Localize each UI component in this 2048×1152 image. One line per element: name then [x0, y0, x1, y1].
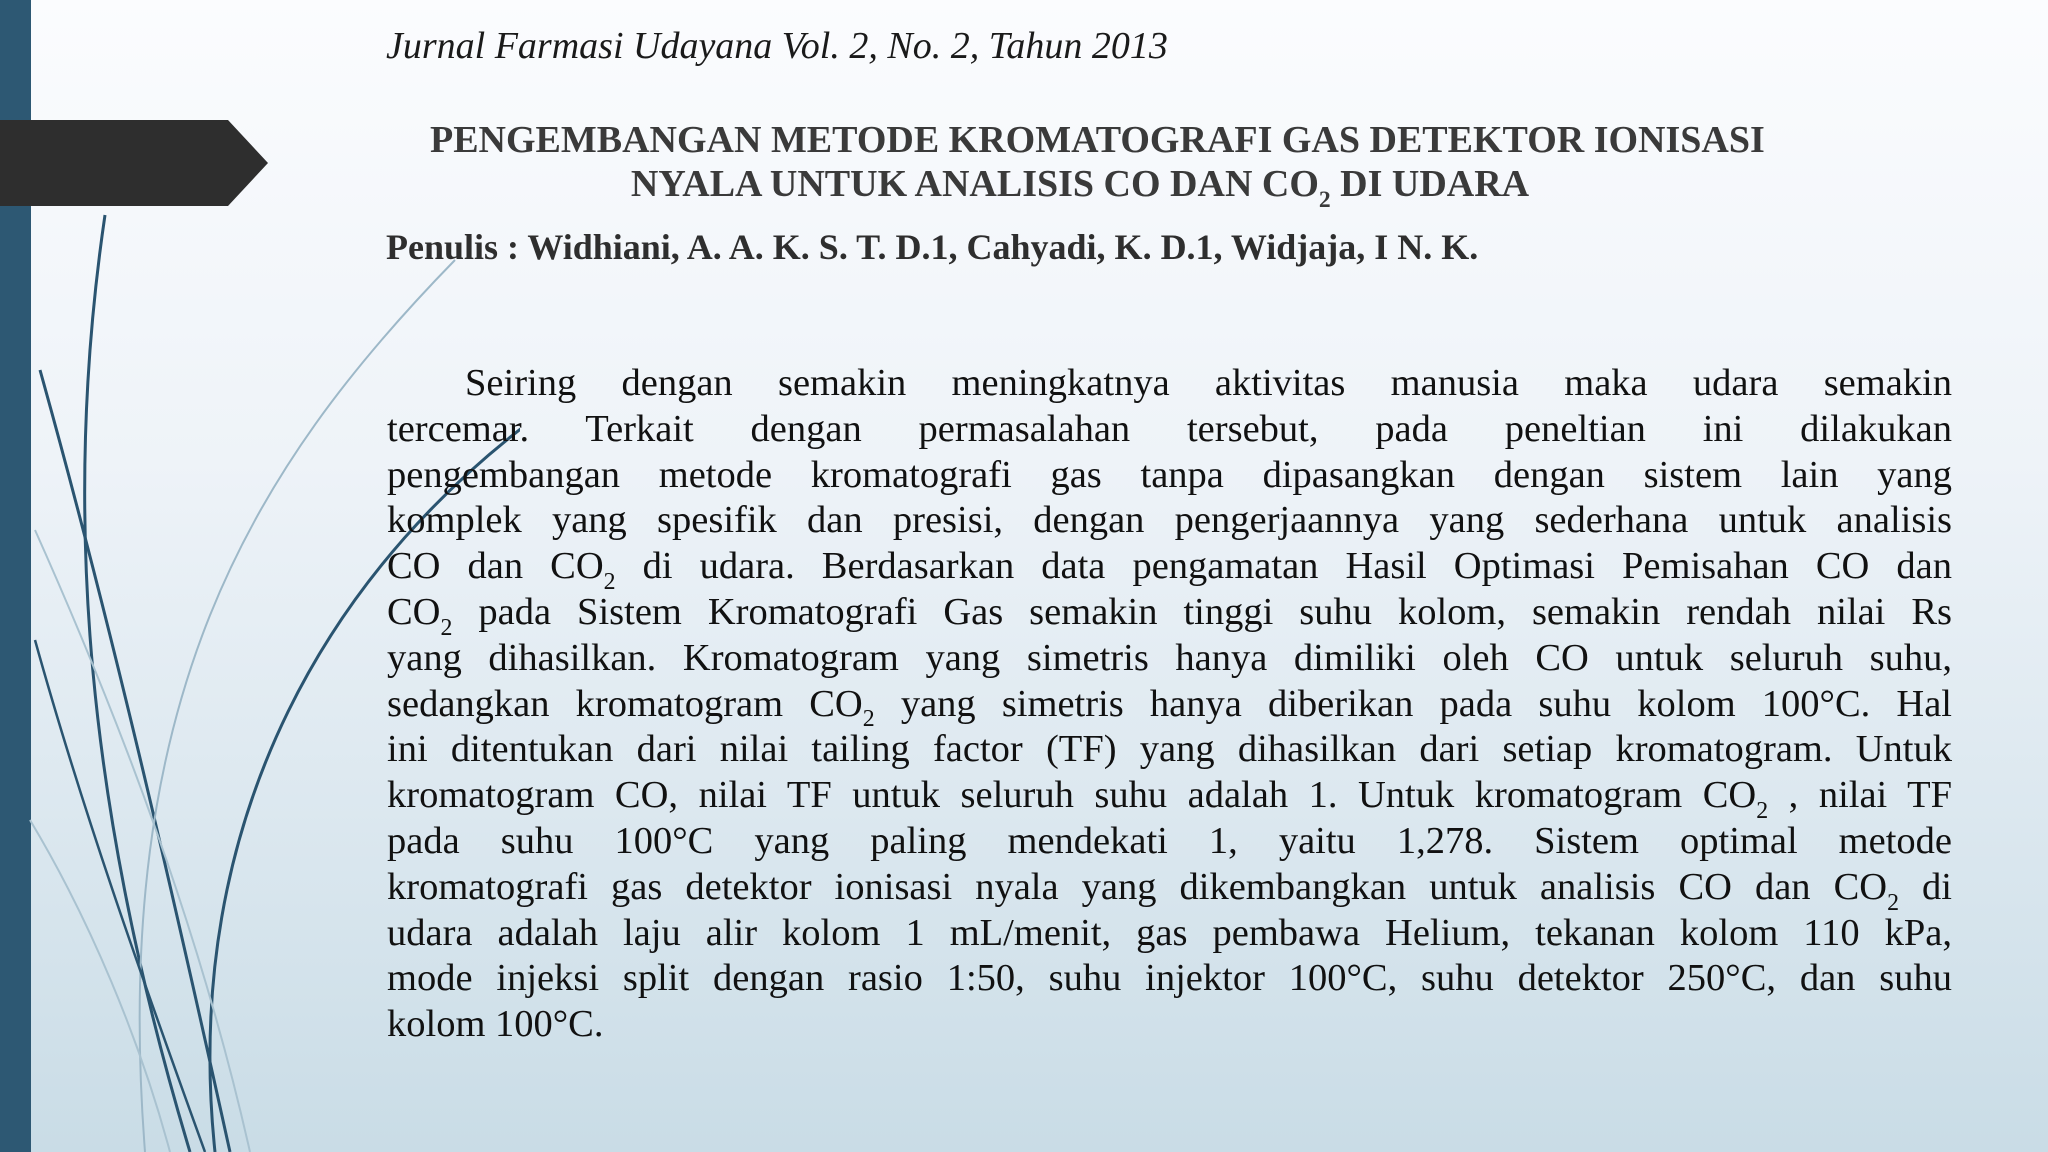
paper-title-line-1: PENGEMBANGAN METODE KROMATOGRAFI GAS DETEKTOR IONISASI	[430, 119, 1765, 161]
abstract-line: ini ditentukan dari nilai tailing factor (TF) yang dihasilkan dari setiap kromatogram. Untuk	[387, 728, 1952, 771]
abstract-line: udara adalah laju alir kolom 1 mL/menit, gas pembawa Helium, tekanan kolom 110 kPa,	[387, 911, 1952, 954]
abstract-line: $CO_2$ pada Sistem Kromatografi Gas semakin tinggi suhu kolom, semakin rendah nilai Rs	[387, 590, 1952, 641]
abstract-line: kolom 100°C.	[387, 1003, 604, 1046]
abstract-paragraph	[387, 361, 1952, 1048]
abstract-line: komplek yang spesifik dan presisi, dengan pengerjaannya yang sederhana untuk analisis	[387, 499, 1952, 542]
abstract-line: kromatografi gas detektor ionisasi nyala yang dikembangkan untuk analisis CO dan $CO_2$ di	[387, 865, 1952, 916]
authors-line: Penulis : Widhiani, A. A. K. S. T. D.1, Cahyadi, K. D.1, Widjaja, I N. K.	[386, 227, 1479, 267]
abstract-line: sedangkan kromatogram $CO_2$ yang simetris hanya diberikan pada suhu kolom 100°C. Hal	[387, 682, 1953, 733]
arrow-tab-shape	[0, 120, 270, 206]
abstract-line: Seiring dengan semakin meningkatnya aktivitas manusia maka udara semakin	[465, 362, 1952, 404]
abstract-line: pada suhu 100°C yang paling mendekati 1, yaitu 1,278. Sistem optimal metode	[387, 819, 1952, 862]
abstract-line: mode injeksi split dengan rasio 1:50, suhu injektor 100°C, suhu detektor 250°C, dan suhu	[387, 957, 1952, 1000]
paper-title-line-2: NYALA UNTUK ANALISIS CO DAN $CO_2$ DI UDARA	[630, 163, 1530, 213]
abstract-line: tercemar. Terkait dengan permasalahan tersebut, pada peneltian ini dilakukan	[387, 407, 1952, 450]
abstract-line: pengembangan metode kromatografi gas tanpa dipasangkan dengan sistem lain yang	[387, 453, 1952, 496]
abstract-line: CO dan $CO_2$ di udara. Berdasarkan data pengamatan Hasil Optimasi Pemisahan CO dan	[387, 545, 1952, 595]
abstract-line: yang dihasilkan. Kromatogram yang simetris hanya dimiliki oleh CO untuk seluruh suhu,	[387, 636, 1952, 679]
abstract-line: kromatogram CO, nilai TF untuk seluruh suhu adalah 1. Untuk kromatogram $CO_2$ , nilai TF	[387, 774, 1953, 824]
journal-header: Jurnal Farmasi Udayana Vol. 2, No. 2, Tahun 2013	[386, 25, 1168, 67]
